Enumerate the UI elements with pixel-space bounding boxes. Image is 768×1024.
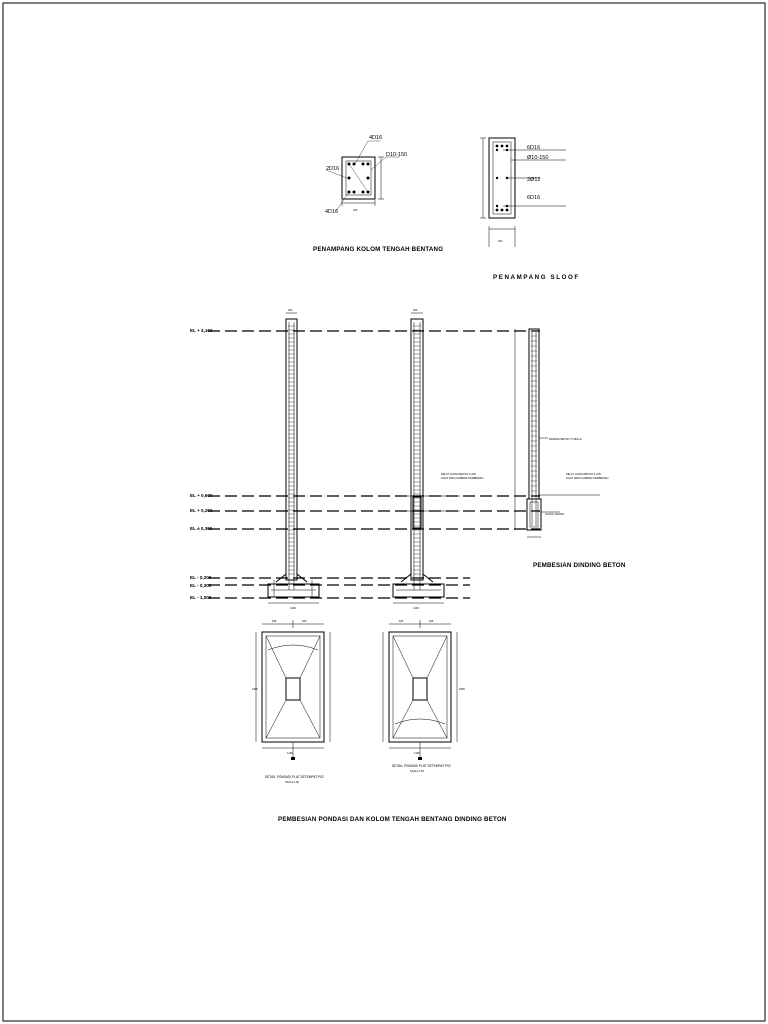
sloof-width-dim: 200 [498, 240, 503, 243]
footing-dim: 625 [399, 620, 404, 623]
footing-dim: 1800 [459, 688, 465, 691]
col-stirrup-label: D10-150 [386, 152, 408, 158]
footing-right-scale: SKALA 1:50 [410, 770, 424, 773]
footing-width-dim: 1400 [290, 607, 296, 610]
level-label: EL - 0,200 [190, 575, 212, 580]
footing-left-title: DETAIL PONDASI PLAT SETEMPAT P02 [265, 775, 324, 779]
column-elevation-left [268, 313, 319, 603]
level-label: EL - 0,300 [190, 583, 212, 588]
sloof-middle-bars-label: 2Ø12 [527, 177, 541, 183]
footing-plan-left [256, 620, 330, 760]
main-drawing-title: PEMBESIAN PONDASI DAN KOLOM TENGAH BENTANG DINDING BETON [278, 816, 507, 823]
footing-left-scale: SKALA 1:50 [285, 781, 299, 784]
col-bottom-bars-label: 4D16 [325, 209, 339, 215]
beam-note: PELAT LANTAI BETON K-225 [566, 473, 601, 476]
footing-dim: 625 [272, 620, 277, 623]
sloof-bottom-bars-label: 6D16 [527, 195, 541, 201]
level-label: EL + 4,100 [190, 328, 213, 333]
level-label: EL ± 0,300 [190, 526, 213, 531]
col-width-dim: 300 [353, 209, 358, 212]
sloof-cross-section [480, 138, 566, 247]
footing-dim: 625 [302, 620, 307, 623]
col-top-bars-label: 4D16 [369, 135, 383, 141]
beam-note: LIHAT PADA GAMBAR PEMBESIAN [566, 477, 609, 480]
level-lines [208, 331, 540, 598]
level-label: EL + 0,200 [190, 508, 213, 513]
level-label: EL - 1,000 [190, 595, 212, 600]
footing-dim: 1400 [287, 752, 293, 755]
wall-detail-title: PEMBESIAN DINDING BETON [533, 562, 626, 569]
page-border [3, 3, 765, 1021]
level-label: EL + 0,600 [190, 493, 213, 498]
col-width-dim: 300 [413, 309, 418, 312]
footing-dim: 625 [429, 620, 434, 623]
column-elevation-middle [393, 313, 460, 603]
column-section-title: PENAMPANG KOLOM TENGAH BENTANG [313, 246, 444, 253]
footing-width-dim: 1400 [413, 607, 419, 610]
footing-dim: 1800 [252, 688, 258, 691]
sloof-stirrup-label: Ø10-150 [527, 155, 549, 161]
footing-plan-right [383, 620, 457, 760]
sloof-top-bars-label: 6D16 [527, 145, 541, 151]
concrete-wall-section [515, 329, 600, 537]
sloof-section-title: PENAMPANG SLOOF [493, 274, 580, 281]
beam-note: LIHAT PADA GAMBAR PEMBESIAN [441, 477, 484, 480]
col-width-dim: 300 [288, 309, 293, 312]
footing-right-title: DETAIL PONDASI PLAT SETEMPAT P02 [392, 764, 451, 768]
sloof-label: SLOOF 200/300 [545, 513, 564, 516]
footing-dim: 1400 [414, 752, 420, 755]
col-side-bars-label: 2D16 [326, 166, 340, 172]
wall-rebar-note: DINDING BETON T=150mm [549, 438, 582, 441]
beam-note: PELAT LANTAI BETON K-225 [441, 473, 476, 476]
